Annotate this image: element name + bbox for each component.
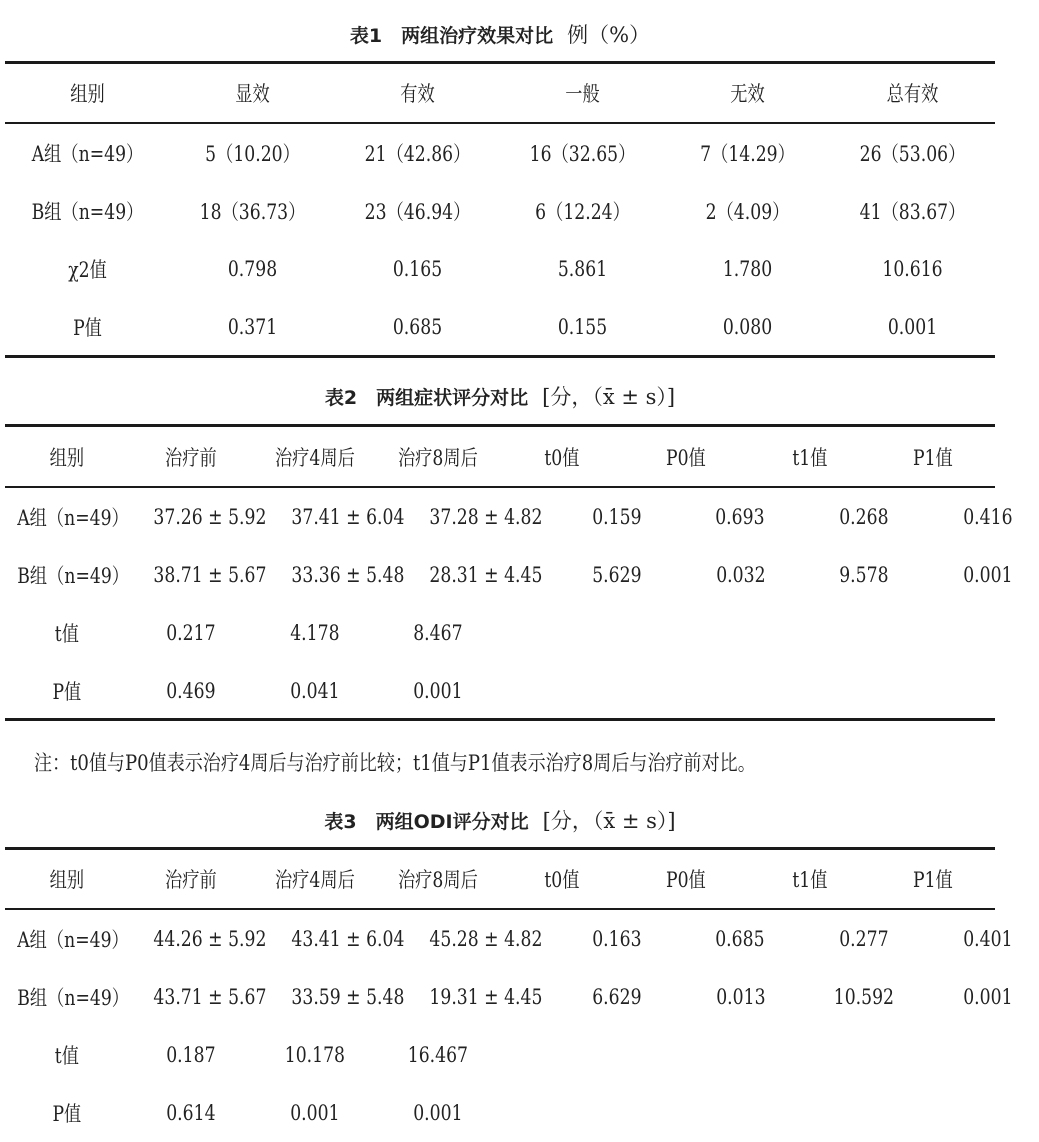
- header-cell: 无效: [730, 82, 765, 106]
- table-cell: 16（32.65）: [529, 142, 636, 166]
- table2-header-row: [5, 428, 995, 486]
- table-cell: 4.178: [289, 621, 340, 645]
- table-cell: 0.798: [227, 257, 278, 281]
- table-cell: 33.36 ± 5.48: [291, 563, 405, 587]
- table-cell: 0.163: [591, 927, 642, 951]
- table-cell: 0.614: [165, 1101, 216, 1125]
- table-cell: [635, 662, 736, 720]
- table1-title: 表1 两组治疗效果对比 例（%）: [349, 23, 651, 47]
- table-cell: 0.041: [289, 679, 340, 703]
- table-cell: 0.693: [715, 505, 765, 529]
- table-cell: 0.685: [392, 315, 443, 339]
- table-cell: 0.032: [715, 563, 766, 587]
- table-row: [5, 240, 995, 298]
- table-cell: 0.001: [887, 315, 938, 339]
- table-row: [5, 182, 995, 240]
- table-cell: 8.467: [413, 621, 463, 645]
- table-cell: [635, 604, 736, 662]
- table-cell: 5（10.20）: [205, 142, 300, 166]
- table-cell: 9.578: [839, 563, 889, 587]
- table-cell: 38.71 ± 5.67: [153, 563, 267, 587]
- table-cell: P值: [52, 680, 82, 704]
- header-cell: 治疗前: [164, 868, 217, 892]
- table-cell: P值: [52, 1102, 82, 1126]
- header-cell: P0值: [665, 868, 706, 892]
- header-cell: 组别: [49, 868, 85, 892]
- table-cell: 0.155: [557, 315, 608, 339]
- header-cell: P0值: [665, 446, 706, 470]
- table-cell: 26（53.06）: [859, 142, 966, 166]
- table-cell: P值: [73, 316, 102, 340]
- table-cell: 0.001: [963, 985, 1013, 1009]
- table-row: [5, 124, 995, 182]
- table-cell: 0.001: [413, 679, 463, 703]
- header-cell: 有效: [400, 82, 435, 106]
- table-cell: [635, 1084, 736, 1142]
- table-cell: 6（12.24）: [535, 200, 630, 224]
- table-cell: B组（n=49）: [17, 564, 130, 588]
- table-cell: 37.28 ± 4.82: [429, 505, 543, 529]
- table-cell: 0.469: [165, 679, 216, 703]
- table-row: [5, 546, 1013, 604]
- table-cell: 41（83.67）: [859, 200, 966, 224]
- table-cell: χ2值: [68, 258, 107, 282]
- header-cell: t1值: [791, 446, 827, 470]
- table-cell: [759, 1084, 860, 1142]
- table-cell: 0.001: [289, 1101, 340, 1125]
- table-cell: [882, 1084, 983, 1142]
- table-cell: 0.013: [715, 985, 766, 1009]
- table2-title: 表2 两组症状评分对比 [分，（x̄ ± s）]: [324, 385, 676, 409]
- table-cell: 0.416: [962, 505, 1013, 529]
- table-cell: 0.001: [413, 1101, 463, 1125]
- table-row: [5, 604, 995, 662]
- table-cell: 0.159: [591, 505, 642, 529]
- table3-title: 表3 两组ODI评分对比 [分，（x̄ ± s）]: [324, 809, 676, 833]
- table-row: [5, 662, 995, 720]
- table-row: [5, 1026, 995, 1084]
- table-cell: 0.217: [165, 621, 216, 645]
- table-cell: 0.268: [839, 505, 889, 529]
- header-cell: 治疗4周后: [274, 868, 355, 892]
- table-cell: A组（n=49）: [17, 928, 129, 952]
- table-cell: [759, 662, 860, 720]
- table-cell: 1.780: [722, 257, 773, 281]
- table-cell: 43.71 ± 5.67: [153, 985, 267, 1009]
- table-cell: 16.467: [407, 1043, 469, 1067]
- table-cell: 44.26 ± 5.92: [153, 927, 267, 951]
- table-row: [5, 1084, 995, 1142]
- table-cell: 21（42.86）: [364, 142, 471, 166]
- table-cell: A组（n=49）: [17, 506, 129, 530]
- table1-header-row: [5, 64, 995, 122]
- table-cell: 0.187: [165, 1043, 216, 1067]
- header-cell: 治疗前: [164, 446, 217, 470]
- header-cell: t1值: [791, 868, 827, 892]
- table-cell: [511, 604, 612, 662]
- table-cell: 0.277: [839, 927, 889, 951]
- header-cell: 治疗4周后: [274, 446, 355, 470]
- table-cell: 0.685: [715, 927, 765, 951]
- table-cell: [511, 1026, 612, 1084]
- table-cell: [882, 1026, 983, 1084]
- table-cell: 33.59 ± 5.48: [291, 985, 405, 1009]
- table1-bottom-rule: [5, 355, 995, 358]
- header-cell: 治疗8周后: [398, 446, 479, 470]
- table-row: [5, 968, 1013, 1026]
- table-row: [5, 910, 1013, 968]
- table-row: [5, 298, 995, 356]
- table-cell: [635, 1026, 736, 1084]
- table-cell: 0.080: [722, 315, 773, 339]
- table-cell: 7（14.29）: [700, 142, 795, 166]
- table-cell: 0.001: [963, 563, 1013, 587]
- table-row: [5, 488, 1013, 546]
- table-cell: 0.401: [962, 927, 1013, 951]
- table-cell: 5.861: [557, 257, 608, 281]
- header-cell: t0值: [544, 446, 580, 470]
- table-cell: 18（36.73）: [199, 200, 306, 224]
- table-cell: 37.41 ± 6.04: [291, 505, 405, 529]
- header-cell: 显效: [235, 82, 270, 106]
- table-cell: [882, 662, 983, 720]
- table-cell: [759, 1026, 860, 1084]
- table-cell: [759, 604, 860, 662]
- table-cell: B组（n=49）: [31, 200, 144, 224]
- header-cell: 组别: [49, 446, 85, 470]
- table-cell: [882, 604, 983, 662]
- header-cell: 总有效: [886, 82, 939, 106]
- table-cell: [511, 662, 612, 720]
- table-cell: 5.629: [591, 563, 642, 587]
- table-cell: 2（4.09）: [705, 200, 790, 224]
- table-cell: B组（n=49）: [17, 986, 130, 1010]
- table-cell: 10.592: [834, 985, 895, 1009]
- table-cell: 43.41 ± 6.04: [291, 927, 405, 951]
- table2-top-rule: [5, 424, 995, 427]
- header-cell: t0值: [544, 868, 580, 892]
- table-cell: 28.31 ± 4.45: [429, 563, 543, 587]
- table2-footnote: 注：t0值与P0值表示治疗4周后与治疗前比较；t1值与P1值表示治疗8周后与治疗前对比。: [34, 751, 756, 775]
- table-cell: 19.31 ± 4.45: [429, 985, 543, 1009]
- table-cell: 10.616: [882, 257, 943, 281]
- table-cell: 10.178: [284, 1043, 345, 1067]
- header-cell: 治疗8周后: [398, 868, 479, 892]
- header-cell: P1值: [913, 446, 954, 470]
- table-cell: 45.28 ± 4.82: [429, 927, 543, 951]
- table-cell: [511, 1084, 612, 1142]
- table-cell: 0.371: [227, 315, 278, 339]
- table2-bottom-rule: [5, 718, 995, 721]
- table-cell: 23（46.94）: [364, 200, 471, 224]
- table3-header-row: [5, 850, 995, 908]
- table-cell: 0.165: [392, 257, 443, 281]
- table-cell: 37.26 ± 5.92: [153, 505, 267, 529]
- header-cell: P1值: [913, 868, 954, 892]
- table-cell: t值: [54, 622, 79, 646]
- header-cell: 组别: [70, 82, 105, 106]
- table-cell: 6.629: [591, 985, 642, 1009]
- header-cell: 一般: [565, 82, 600, 106]
- table-cell: t值: [54, 1044, 79, 1068]
- table-cell: A组（n=49）: [31, 142, 144, 166]
